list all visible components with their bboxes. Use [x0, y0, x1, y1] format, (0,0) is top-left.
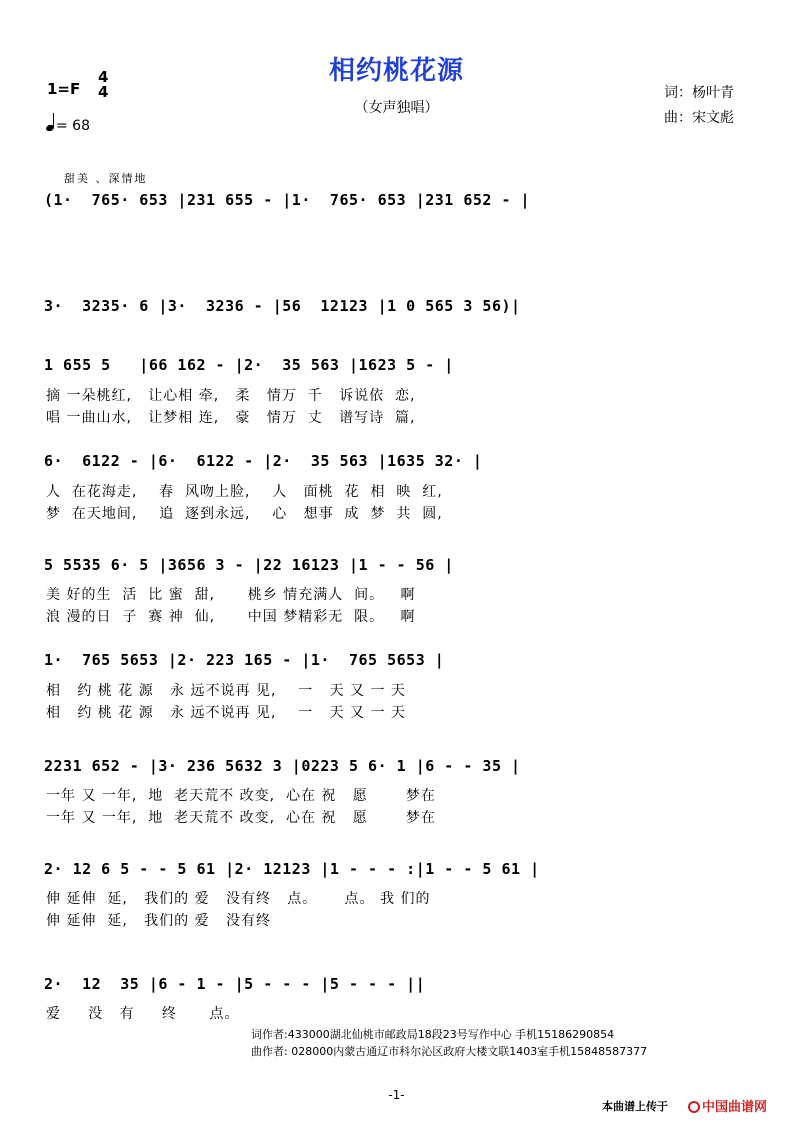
composer-contact: 曲作者: 028000内蒙古通辽市科尔沁区政府大楼文联1403室手机15848587377	[251, 1045, 648, 1058]
page-number: -1-	[388, 1088, 405, 1102]
upload-note: 本曲谱上传于	[602, 1100, 668, 1113]
score-line-6	[44, 651, 752, 669]
lyric-line-3a: 摘 一朵桃红, 让心相 牵, 柔 情万 千 诉说依 恋,	[46, 388, 416, 404]
score-line-3	[44, 356, 752, 374]
lyric-line-6a: 相 约 桃 花 源 永 远不说再 见, 一 天 又 一 天	[46, 683, 406, 699]
score-line-2	[44, 297, 752, 315]
lyric-line-5b: 浪 漫的日 子 赛 神 仙, 中国 梦精彩无 限。 啊	[46, 609, 416, 625]
song-title: 相约桃花源	[328, 56, 464, 86]
site-logo[interactable]	[688, 1096, 767, 1115]
notation: 6· 6122 - |6· 6122 - |2· 35 563 |1635 32· |	[44, 452, 483, 470]
tempo-marking	[46, 116, 90, 134]
score-line-5	[44, 556, 752, 574]
score-line-8	[44, 860, 752, 878]
notation: 1 655 5 |66 162 - |2· 35 563 |1623 5 - |	[44, 356, 454, 374]
lyric-line-6b: 相 约 桃 花 源 永 远不说再 见, 一 天 又 一 天	[46, 705, 406, 721]
expression-marking: 甜美 、深情地	[64, 172, 148, 185]
time-signature	[98, 70, 108, 100]
lyric-line-7a: 一年 又 一年, 地 老天荒不 改变, 心在 祝 愿 梦在	[46, 788, 436, 804]
notation: (1· 765· 653 |231 655 - |1· 765· 653 |231 652 - |	[44, 191, 531, 209]
score-line-1	[44, 191, 752, 209]
time-signature-top: 4	[98, 68, 109, 86]
notation: 2231 652 - |3· 236 5632 3 |0223 5 6· 1 |6 - - 35 |	[44, 757, 521, 775]
site-logo-icon	[688, 1101, 700, 1113]
lyric-line-4b: 梦 在天地间, 追 逐到永远, 心 想事 成 梦 共 圆,	[46, 506, 443, 522]
lyric-line-4a: 人 在花海走, 春 风吻上脸, 人 面桃 花 相 映 红,	[46, 484, 443, 500]
note-stem	[53, 113, 54, 127]
notation: 2· 12 6 5 - - 5 61 |2· 12123 |1 - - - :|1 - - 5 61 |	[44, 860, 540, 878]
tempo-value: = 68	[56, 118, 90, 134]
lyric-line-9a: 爱 没 有 终 点。	[46, 1006, 240, 1022]
lyric-line-8b: 伸 延伸 延, 我们的 爱 没有终	[46, 913, 271, 929]
notation: 2· 12 35 |6 - 1 - |5 - - - |5 - - - ||	[44, 975, 426, 993]
lyric-line-3b: 唱 一曲山水, 让梦相 连, 豪 情万 丈 谱写诗 篇,	[46, 410, 416, 426]
lyric-line-8a: 伸 延伸 延, 我们的 爱 没有终 点。 点。 我 们的	[46, 891, 431, 907]
lyricist-credit: 词：杨叶青	[664, 85, 734, 101]
song-subtitle: （女声独唱）	[354, 100, 439, 116]
score-line-4	[44, 452, 752, 470]
composer-credit: 曲：宋文彪	[664, 110, 734, 126]
notation: 3· 3235· 6 |3· 3236 - |56 12123 |1 0 565 3 56)|	[44, 297, 521, 315]
score-line-9	[44, 975, 752, 993]
lyricist-contact: 词作者:433000湖北仙桃市邮政局18段23号写作中心 手机15186290854	[251, 1028, 615, 1041]
key-signature: 1=F	[47, 80, 81, 98]
notation: 1· 765 5653 |2· 223 165 - |1· 765 5653 |	[44, 651, 445, 669]
time-signature-bottom: 4	[98, 83, 109, 101]
lyric-line-7b: 一年 又 一年, 地 老天荒不 改变, 心在 祝 愿 梦在	[46, 810, 436, 826]
lyric-line-5a: 美 好的生 活 比 蜜 甜, 桃乡 情充满人 间。 啊	[46, 587, 416, 603]
site-logo-text: 中国曲谱网	[702, 1100, 768, 1115]
score-line-7	[44, 757, 752, 775]
notation: 5 5535 6· 5 |3656 3 - |22 16123 |1 - - 56 |	[44, 556, 454, 574]
